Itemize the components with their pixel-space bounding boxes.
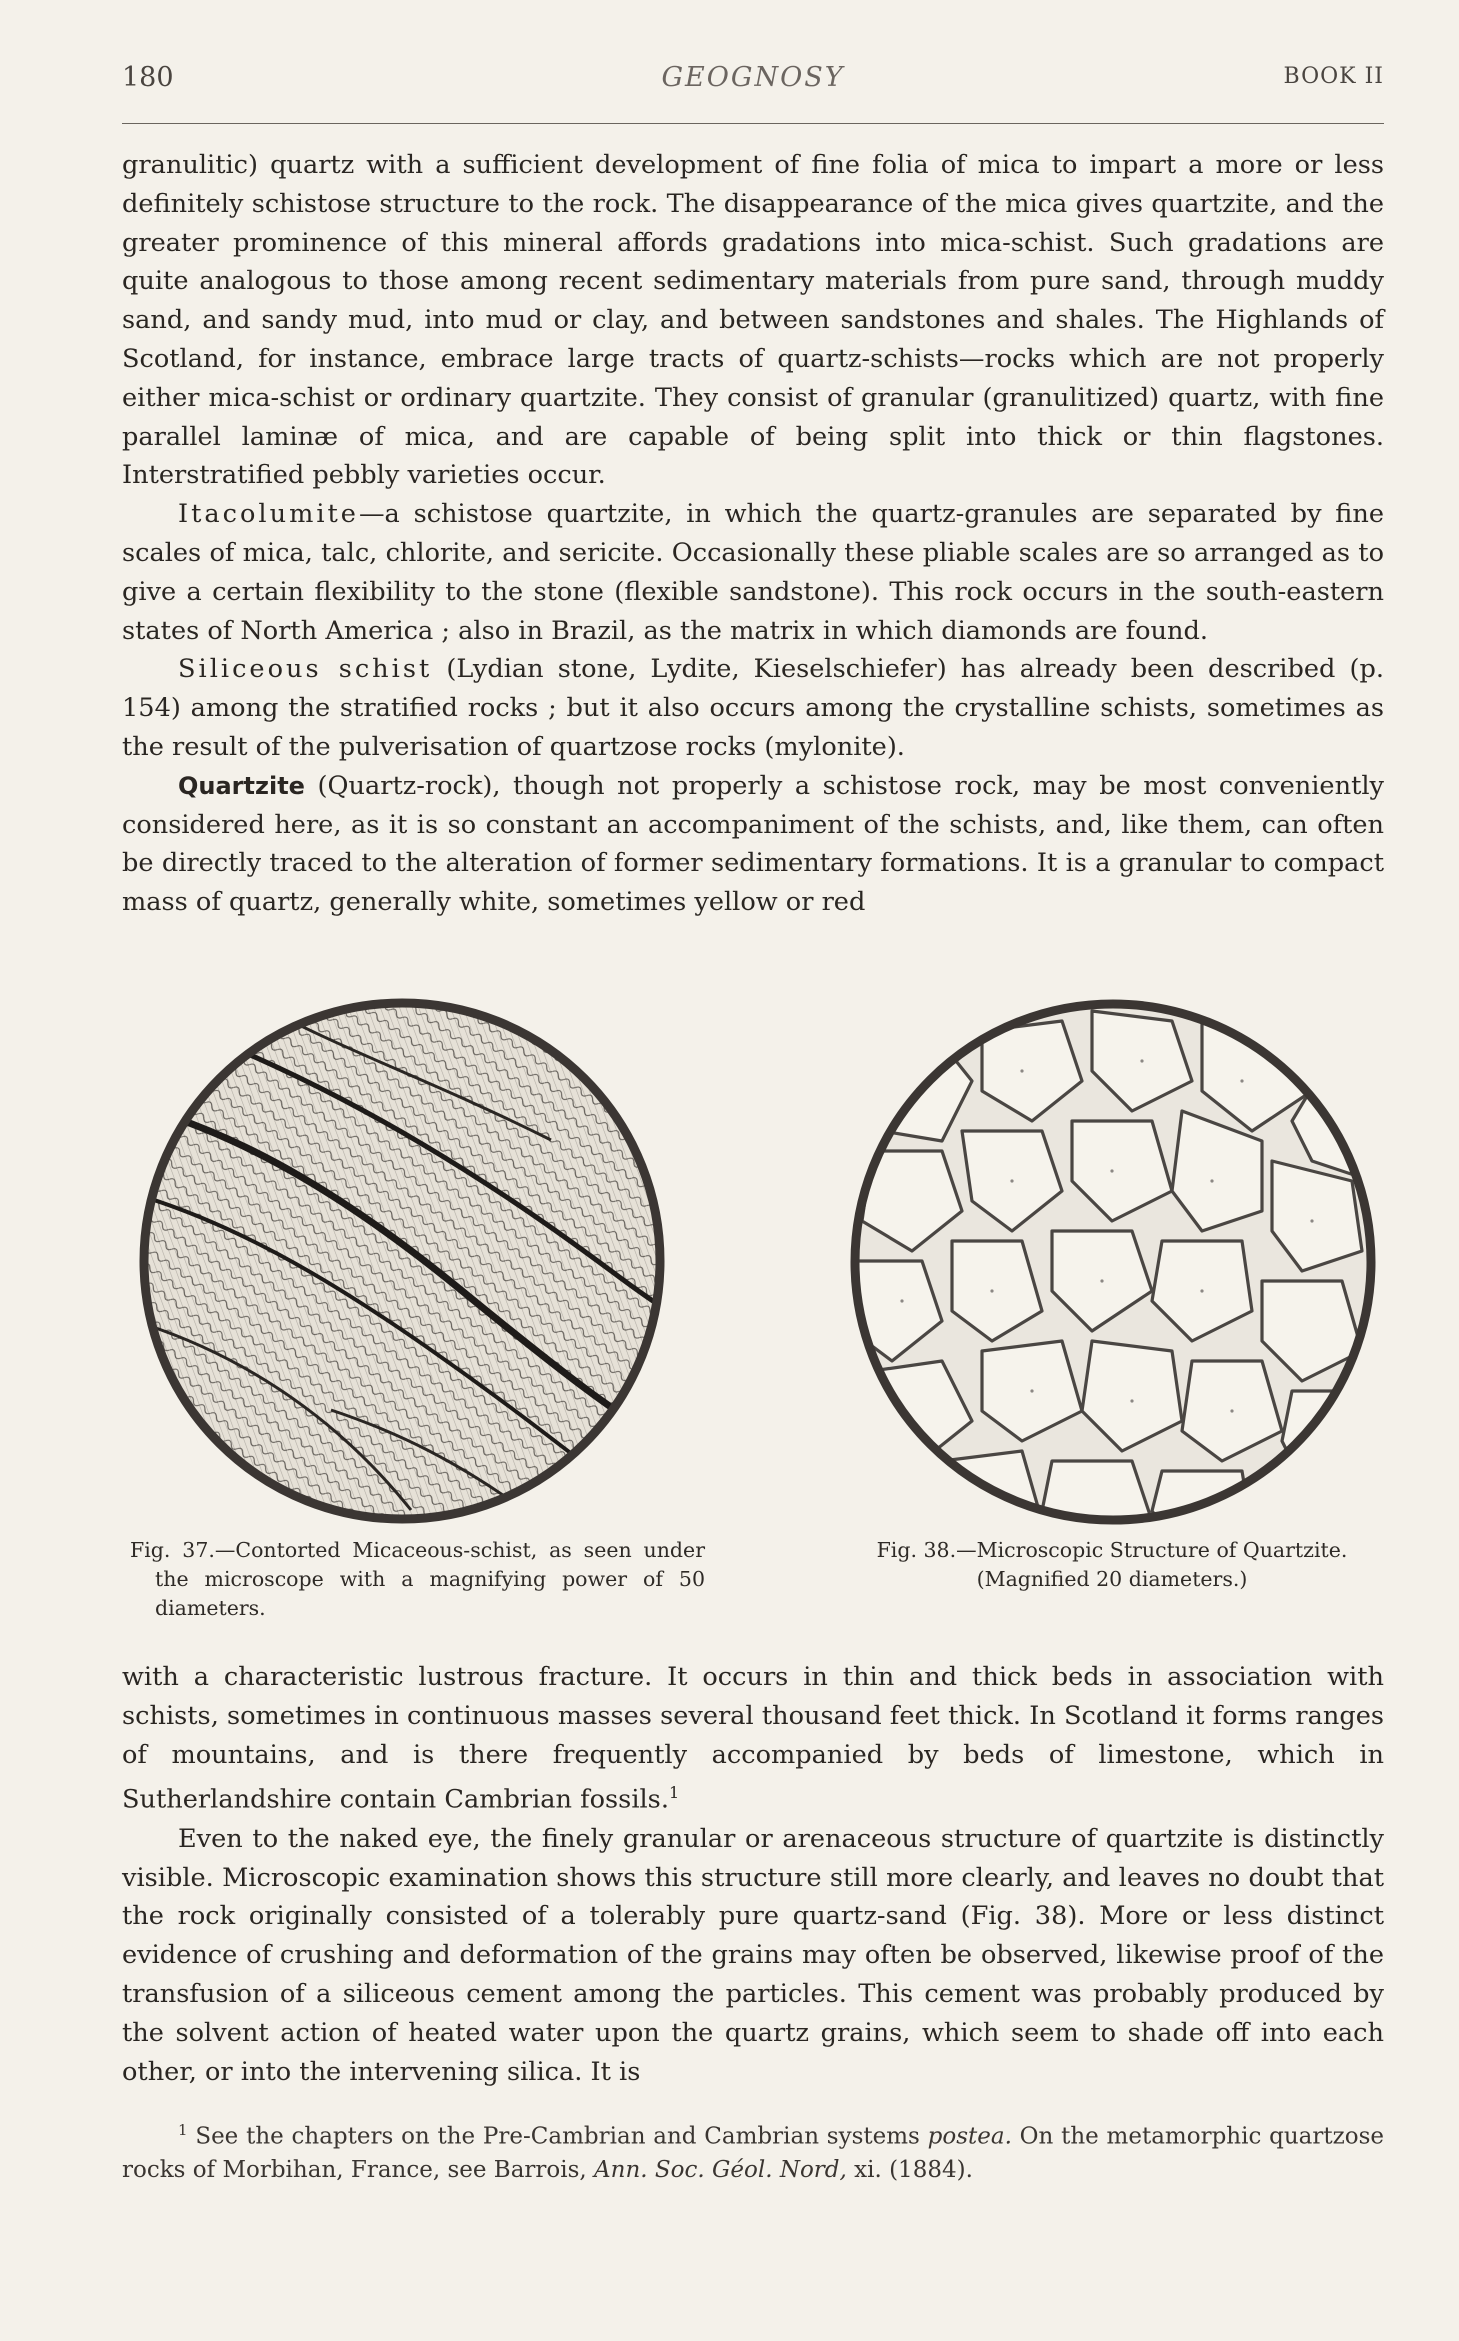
- term-quartzite: Quartzite: [178, 771, 305, 800]
- term-siliceous-schist: Siliceous schist: [178, 654, 433, 685]
- term-itacolumite: Itacolumite: [178, 499, 359, 530]
- paragraph: [122, 767, 1384, 922]
- paragraph: granulitic) quartz with a sufficient development of fine folia of mica to impart a more or less definitely schistose structure to the rock. The disappearance of the mica gives quartzite, and the greater prominence of this mineral affords gradations into mica-schist. Such gradations are quite analogous to those among recent sedimentary materials from pure sand, through muddy sand, and sandy mud, into mud or clay, and between sandstones and shales. The Highlands of Scotland, for instance, embrace large tracts of quartz-schists—rocks which are not properly either mica-schist or ordinary quartzite. They consist of granular (granulitized) quartz, with fine parallel laminæ of mica, and are capable of being split into thick or thin flagstones. Interstratified pebbly varieties occur.: [122, 150, 1384, 491]
- paragraph-text: with a characteristic lustrous fracture. It occurs in thin and thick beds in association with schists, sometimes in continuous masses several thousand feet thick. In Scotland it forms ranges of mountains, and is there frequently accompanied by beds of limestone, which in Sutherlandshire contain Cambrian fossils.: [122, 1662, 1384, 1815]
- figure-37-micaceous-schist: [131, 990, 673, 1532]
- footnote-part: See the chapters on the Pre-Cambrian and Cambrian systems: [187, 2123, 928, 2150]
- footnote-part: xi. (1884).: [846, 2156, 973, 2183]
- paragraph: [122, 495, 1384, 650]
- running-title: GEOGNOSY: [661, 62, 845, 93]
- footnote-ref: 1: [668, 1783, 680, 1803]
- micaceous-schist-illustration: [131, 990, 673, 1532]
- book-label: BOOK II: [1283, 64, 1384, 89]
- body-text-bottom: [122, 1658, 1384, 2091]
- paragraph: Even to the naked eye, the finely granular or arenaceous structure of quartzite is distinctly visible. Microscopic examination shows this structure still more clearly, and leaves no doubt that the rock originally consisted of a tolerably pure quartz-sand (Fig. 38). More or less distinct evidence of crushing and deformation of the grains may often be observed, likewise proof of the transfusion of a siliceous cement among the particles. This cement was probably produced by the solvent action of heated water upon the quartz grains, which seem to shade off into each other, or into the intervening silica. It is: [122, 1823, 1384, 2087]
- figure-37-caption: Fig. 37.—Contorted Micaceous-schist, as seen under the microscope with a magnifying power of 50 diameters.: [130, 1538, 705, 1620]
- footnote-text: [122, 2114, 1384, 2187]
- paragraph-text: (Lydian stone, Lydite, Kieselschiefer) has already been described (p. 154) among the stratified rocks ; but it also occurs among the crystalline schists, sometimes as the result of the pulverisation of quartzose rocks (mylonite).: [122, 654, 1384, 762]
- footnote-marker: 1: [178, 2121, 188, 2139]
- footnote: [122, 2114, 1384, 2187]
- footnote-italic: postea.: [927, 2123, 1012, 2150]
- paragraph: [122, 1658, 1384, 1820]
- footnote-part: On the metamorphic quartzose rocks of Morbihan, France, see Barrois,: [122, 2123, 1384, 2183]
- page-number: 180: [122, 62, 174, 93]
- figure-38-quartzite: [842, 991, 1384, 1533]
- paragraph-text: —a schistose quartzite, in which the quartz-granules are separated by fine scales of mica, talc, chlorite, and sericite. Occasionally these pliable scales are so arranged as to give a certain flexibility to the stone (flexible sandstone). This rock occurs in the south-eastern states of North America ; also in Brazil, as the matrix in which diamonds are found.: [122, 499, 1384, 646]
- footnote-journal: Ann. Soc. Géol. Nord,: [594, 2156, 847, 2183]
- figure-38-caption: Fig. 38.—Microscopic Structure of Quartzite. (Magnified 20 diameters.): [876, 1538, 1348, 1591]
- body-text-top: [122, 146, 1384, 922]
- paragraph: [122, 650, 1384, 766]
- header-rule: [122, 123, 1384, 124]
- paragraph-text: (Quartz-rock), though not properly a schistose rock, may be most conveniently considered here, as it is so constant an accompaniment of the schists, and, like them, can often be directly traced to the alteration of former sedimentary formations. It is a granular to compact mass of quartz, generally white, sometimes yellow or red: [122, 770, 1384, 918]
- quartzite-illustration: [842, 991, 1384, 1533]
- page-header: [122, 62, 1384, 106]
